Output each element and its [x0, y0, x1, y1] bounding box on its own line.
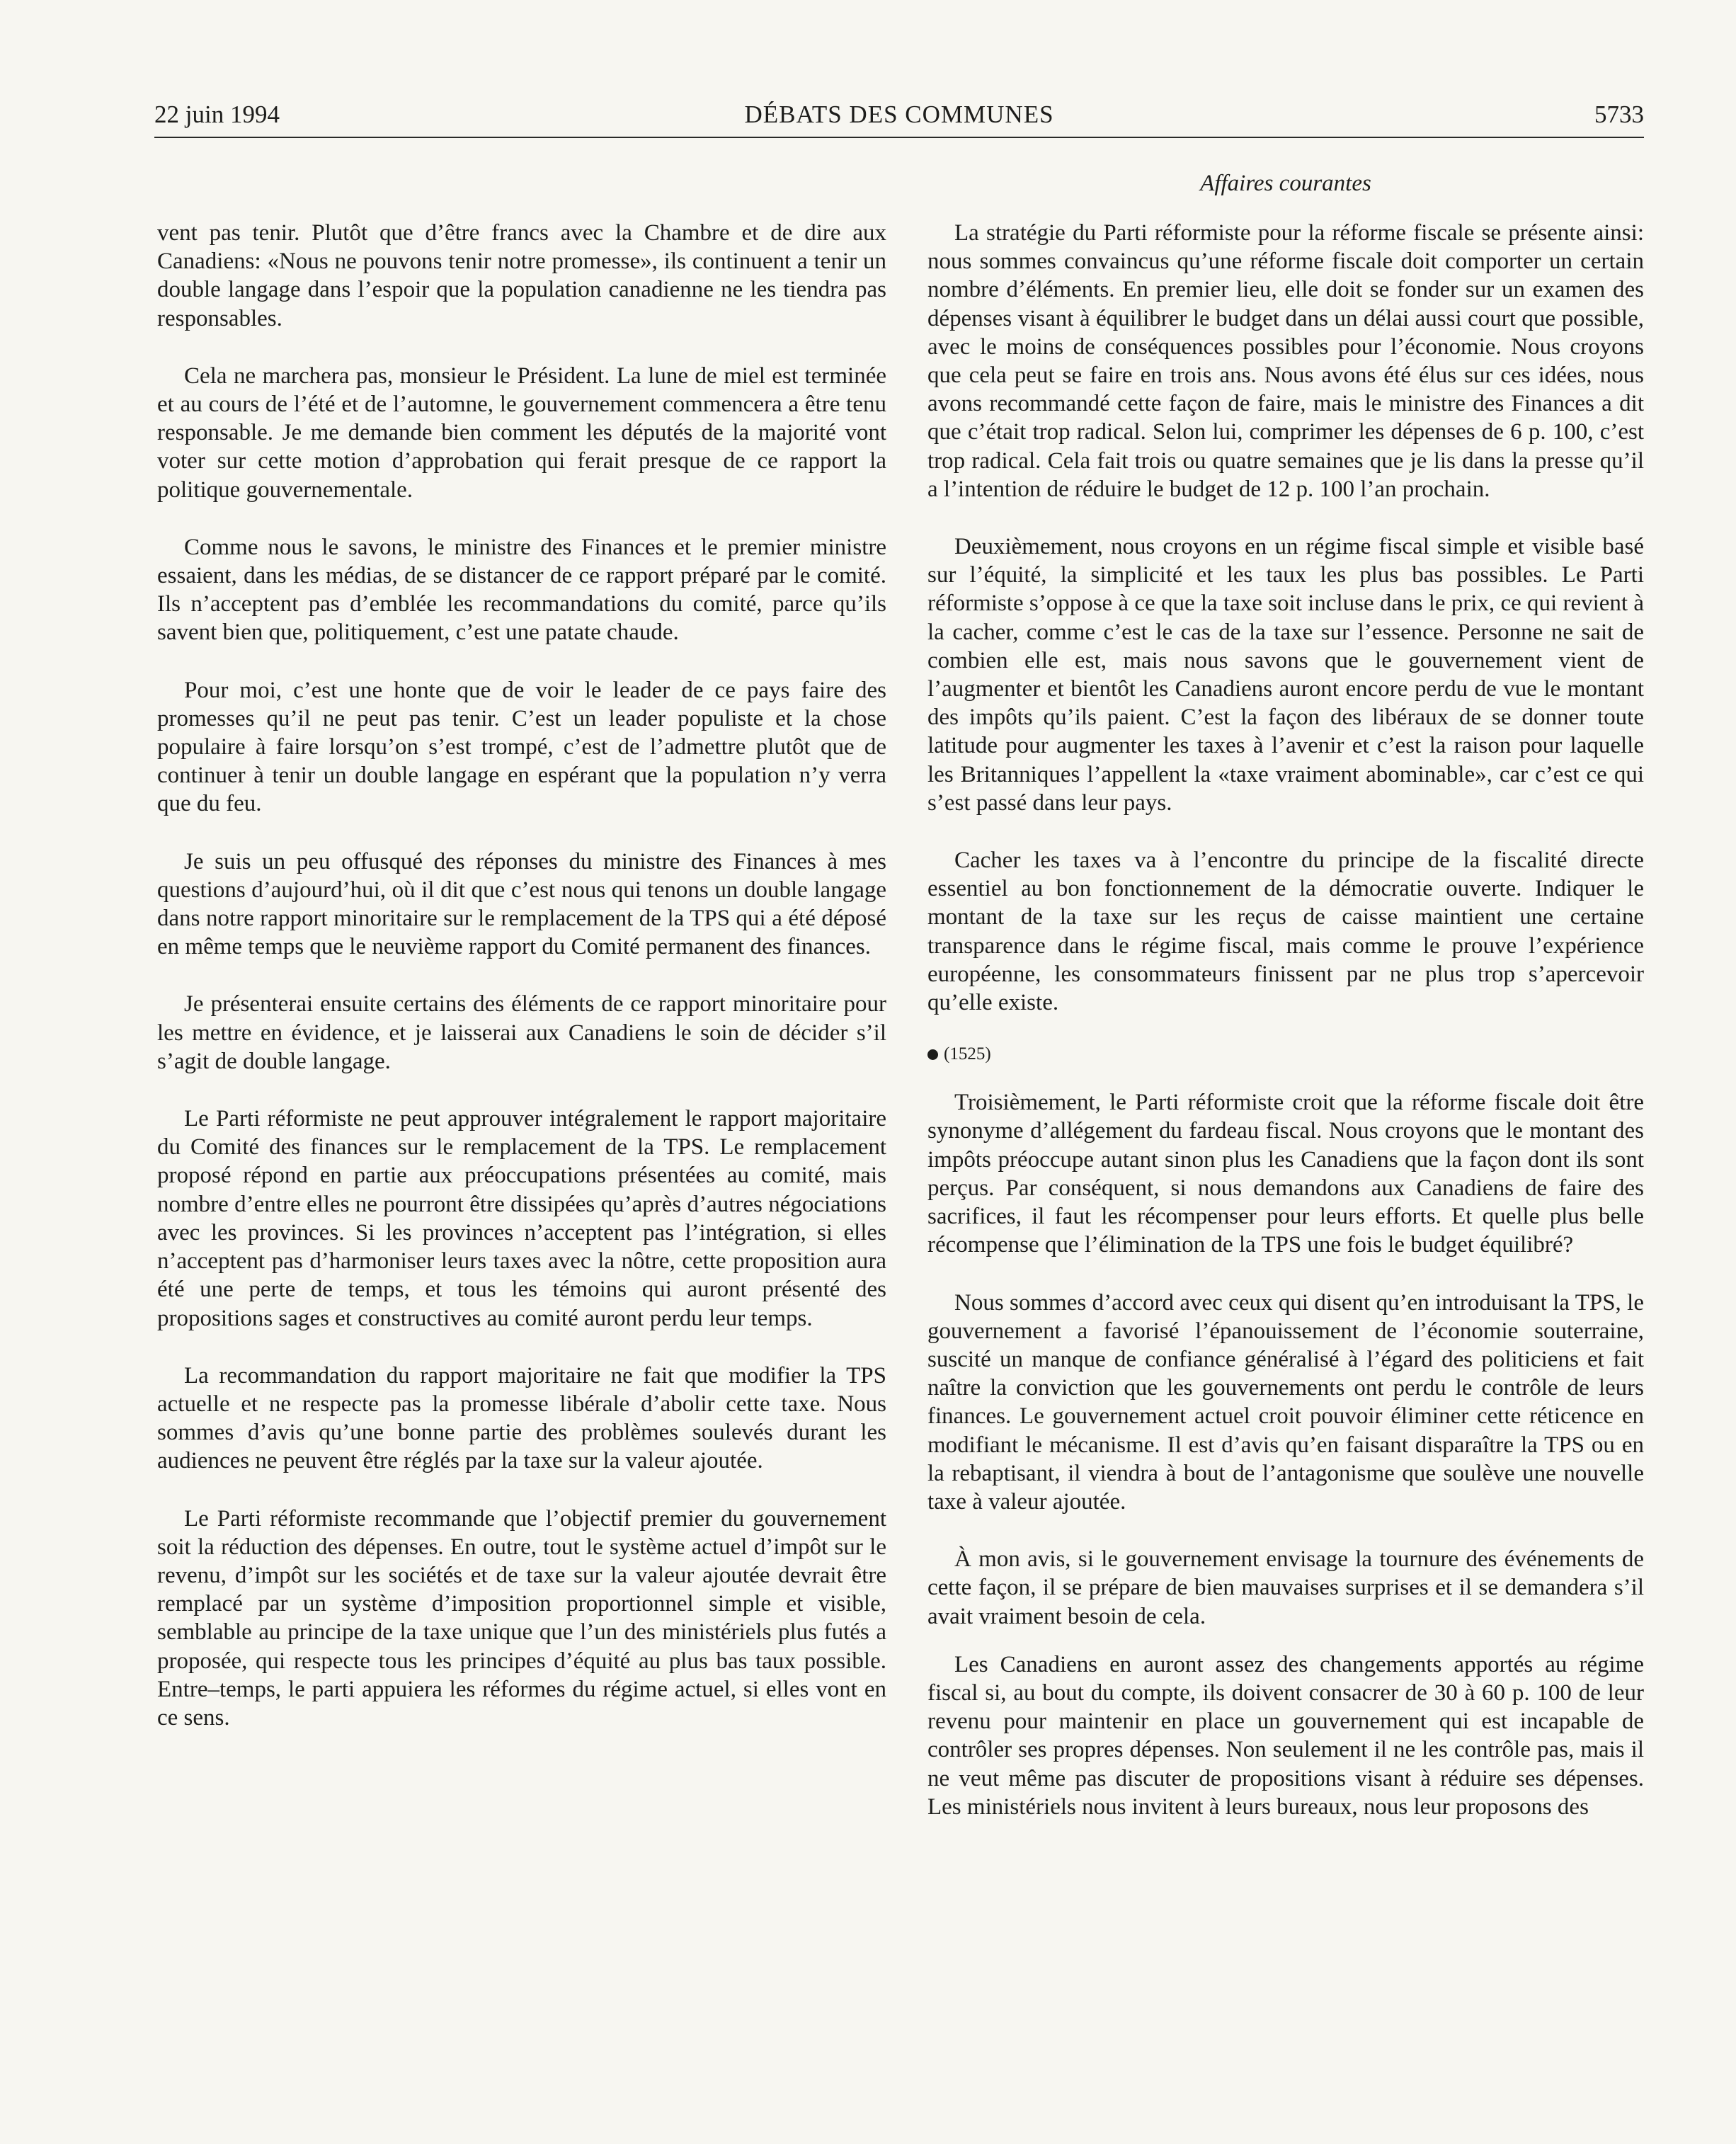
paragraph: Troisièmement, le Parti réformiste croit que la réforme fiscale doit être synonyme d’allégement du fardeau fiscal. Nous croyons que le montant des impôts préoccupe autant sinon plus les Canadiens que la façon dont ils sont perçus. Par conséquent, si nous demandons aux Canadiens de faire des sacrifices, il faut les récompenser pour leurs efforts. Et quelle plus belle récompense que l’élimination de la TPS une fois le budget équilibré?: [927, 1090, 1644, 1258]
paragraph: Cacher les taxes va à l’encontre du principe de la fiscalité directe essentiel au bon fonctionnement de la démocratie ouverte. Indiquer le montant de la taxe sur les reçus de caisse maintient une certaine transparence dans le régime fiscal, mais comme le prouve l’expérience européenne, les consommateurs finissent par ne plus trop s’apercevoir qu’elle existe.: [927, 848, 1644, 1016]
paragraph: Cela ne marchera pas, monsieur le Président. La lune de miel est terminée et au cours de l’été et de l’automne, le gouvernement commencera a être tenu responsable. Je me demande bien comment les députés de la majorité vont voter sur cette motion d’approbation qui ferait presque de ce rapport la politique gouvernementale.: [157, 363, 886, 503]
paragraph: Le Parti réformiste recommande que l’objectif premier du gouvernement soit la réduction des dépenses. En outre, tout le système actuel d’impôt sur le revenu, d’impôt sur les sociétés et de taxe sur la valeur ajoutée devrait être remplacé par un système d’imposition proportionnel simple et visible, semblable au principe de la taxe unique que l’un des ministériels plus futés a proposée, qui respecte tous les principes d’équité au plus bas taux possible. Entre–temps, le parti appuiera les réformes du régime actuel, si elles vont en ce sens.: [157, 1505, 886, 1730]
header-title: DÉBATS DES COMMUNES: [744, 101, 1054, 128]
time-marker: [927, 1040, 1644, 1068]
paragraph: Nous sommes d’accord avec ceux qui disent qu’en introduisant la TPS, le gouvernement a favorisé l’épanouissement de l’économie souterraine, suscité un manque de confiance généralisé à l’égard des politiciens et fait naître la conviction que les gouvernements ont perdu le contrôle de leurs finances. Le gouvernement actuel croit pouvoir éliminer cette réticence en modifiant le mécanisme. Il est d’avis qu’en faisant disparaître la TPS ou en la rebaptisant, il viendra à bout de l’antagonisme que soulève une nouvelle taxe à valeur ajoutée.: [927, 1289, 1644, 1515]
paragraph: Pour moi, c’est une honte que de voir le leader de ce pays faire des promesses qu’il ne peut pas tenir. C’est un leader populiste et la chose populaire à faire lorsqu’on s’est trompé, c’est de l’admettre plutôt que de continuer à tenir un double langage en espérant que la population n’y verra que du feu.: [157, 677, 886, 817]
paragraph: Je suis un peu offusqué des réponses du ministre des Finances à mes questions d’aujourd’hui, où il dit que c’est nous qui tenons un double langage dans notre rapport minoritaire sur le remplacement de la TPS qui a été déposé en même temps que le neuvième rapport du Comité permanent des finances.: [157, 848, 886, 960]
header-rule: [154, 137, 1644, 138]
paragraph: La stratégie du Parti réformiste pour la réforme fiscale se présente ainsi: nous sommes convaincus qu’une réforme fiscale doit comporter un certain nombre d’éléments. En premier lieu, elle doit se fonder sur un examen des dépenses visant à équilibrer le budget dans un délai aussi court que possible, avec le moins de conséquences possibles pour l’économie. Nous croyons que cela peut se faire en trois ans. Nous avons été élus sur ces idées, nous avons recommandé cette façon de faire, mais le ministre des Finances a dit que c’était trop radical. Selon lui, comprimer les dépenses de 6 p. 100, c’est trop radical. Cela fait trois ou quatre semaines que je lis dans la presse qu’il a l’intention de réduire le budget de 12 p. 100 l’an prochain.: [927, 220, 1644, 502]
paragraph: À mon avis, si le gouvernement envisage la tournure des événements de cette façon, il se prépare de bien mauvaises surprises et il se demandera s’il avait vraiment besoin de cela.: [927, 1546, 1644, 1629]
paragraph: La recommandation du rapport majoritaire ne fait que modifier la TPS actuelle et ne respecte pas la promesse libérale d’abolir cette taxe. Nous sommes d’avis qu’une bonne partie des problèmes soulevés durant les audiences ne peuvent être réglés par la taxe sur la valeur ajoutée.: [157, 1362, 886, 1474]
header-date: 22 juin 1994: [154, 101, 280, 128]
paragraph: Comme nous le savons, le ministre des Finances et le premier ministre essaient, dans les médias, de se distancer de ce rapport préparé par le comité. Ils n’acceptent pas d’emblée les recommandations du comité, parce qu’ils savent bien que, politiquement, c’est une patate chaude.: [157, 534, 886, 646]
paragraph: vent pas tenir. Plutôt que d’être francs avec la Chambre et de dire aux Canadiens: «Nous ne pouvons tenir notre promesse», ils continuent a tenir un double langage dans l’espoir que la population canadienne ne les tiendra pas responsables.: [157, 220, 886, 331]
paragraph: Deuxièmement, nous croyons en un régime fiscal simple et visible basé sur l’équité, la simplicité et les taux les plus bas possibles. Le Parti réformiste s’oppose à ce que la taxe soit incluse dans le prix, ce qui revient à la cacher, comme c’est le cas de la taxe sur l’essence. Personne ne sait de combien elle est, mais nous savons que le gouvernement vient de l’augmenter et bientôt les Canadiens auront encore perdu de vue le montant des impôts qu’ils paient. C’est la façon des libéraux de se donner toute latitude pour augmenter les taxes à l’avenir et c’est la raison pour laquelle les Britanniques l’appellent la «taxe vraiment abominable», car c’est ce qui s’est passé dans leur pays.: [927, 534, 1644, 816]
paragraph: Le Parti réformiste ne peut approuver intégralement le rapport majoritaire du Comité des finances sur le remplacement de la TPS. Le remplacement proposé répond en partie aux préoccupations présentées au comité, mais nombre d’entre elles ne pourront être dissipées qu’après d’autres négociations avec les provinces. Si les provinces n’acceptent pas l’intégration, si elles n’acceptent pas d’harmoniser leurs taxes avec la nôtre, cette proposition aura été une perte de temps, et tous les témoins qui auront présenté des propositions sages et constructives au comité auront perdu leur temps.: [157, 1106, 886, 1331]
right-column: [927, 219, 1644, 1821]
paragraph: Je présenterai ensuite certains des éléments de ce rapport minoritaire pour les mettre en évidence, et je laisserai aux Canadiens le soin de décider s’il s’agit de double langage.: [157, 991, 886, 1074]
left-column: [157, 219, 886, 1732]
page-number: 5733: [1594, 101, 1644, 128]
page-header: [154, 93, 1644, 136]
bullet-dot-icon: [927, 1049, 938, 1060]
section-heading: Affaires courantes: [1200, 171, 1371, 196]
time-marker-label: (1525): [944, 1044, 991, 1064]
paragraph: Les Canadiens en auront assez des changements apportés au régime fiscal si, au bout du compte, ils doivent consacrer de 30 à 60 p. 100 de leur revenu pour maintenir en place un gouvernement qui est incapable de contrôler ses propres dépenses. Non seulement il ne les contrôle pas, mais il ne veut même pas discuter de propositions visant à réduire ses dépenses. Les ministériels nous invitent à leurs bureaux, nous leur proposons des: [927, 1651, 1644, 1820]
